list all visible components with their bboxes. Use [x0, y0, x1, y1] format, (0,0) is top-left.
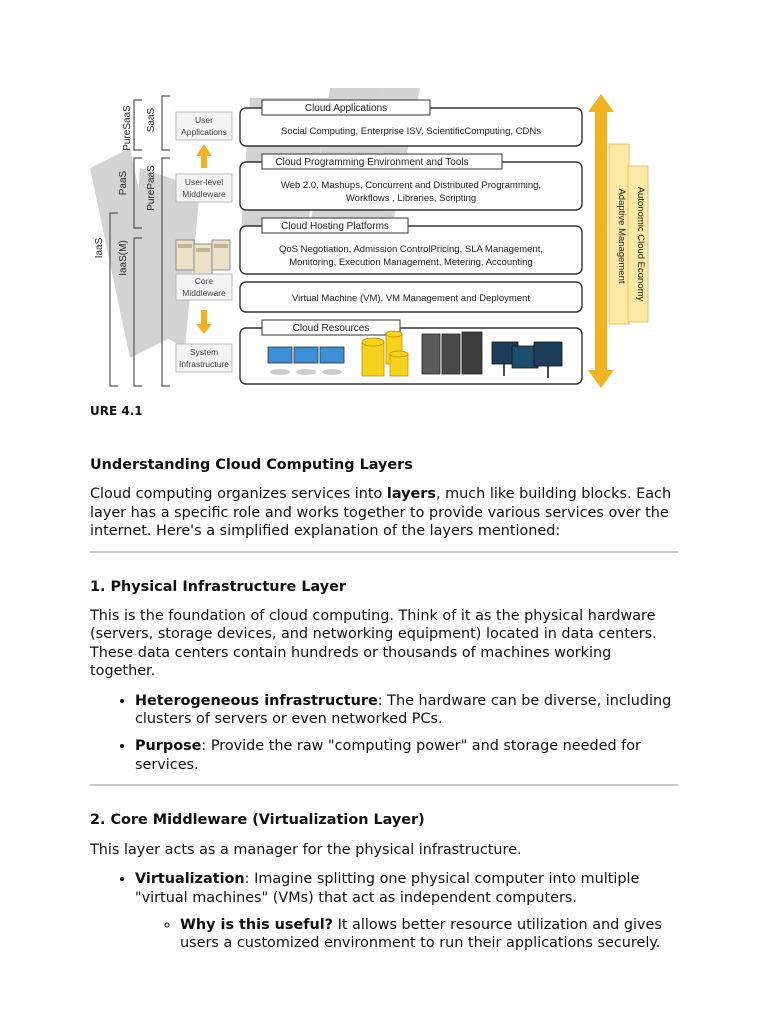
- middle-user-level-middleware: [176, 174, 232, 202]
- monitors-icon: [268, 347, 344, 375]
- label-paas: PaaS: [118, 170, 129, 196]
- svg-text:User-level: User-level: [184, 177, 224, 187]
- svg-text:Middleware: Middleware: [182, 288, 226, 298]
- sub-list-item: ◦ Why is this useful? It allows better resource utilization and gives users a customized environment to run their applications securely.: [180, 916, 678, 953]
- box-cloud-hosting: [240, 218, 582, 274]
- label-adaptive-management: Adaptive Management: [616, 188, 627, 284]
- label-autonomic-cloud-economy: Autonomic Cloud Economy: [635, 186, 646, 302]
- section-heading-core-middleware: 2. Core Middleware (Virtualization Layer): [90, 812, 425, 829]
- sub-bullet-list: [135, 916, 678, 953]
- svg-text:Workflows , Libraries, Scripti: Workflows , Libraries, Scripting: [345, 193, 477, 204]
- label-pure-saas: PureSaaS: [122, 105, 133, 151]
- autonomic-cloud-economy-pillar: [628, 166, 648, 322]
- svg-text:System: System: [189, 347, 219, 357]
- svg-text:Monitoring, Execution Manageme: Monitoring, Execution Management, Metering, Accounting: [289, 257, 533, 268]
- box-virtual-machine: [240, 282, 582, 312]
- svg-text:Web 2.0, Mashups, Concurrent a: Web 2.0, Mashups, Concurrent and Distributed Programming,: [280, 180, 542, 191]
- svg-text:Cloud Resources: Cloud Resources: [292, 323, 370, 334]
- servers-icon: [176, 240, 230, 274]
- divider: [90, 784, 678, 786]
- svg-text:Cloud Applications: Cloud Applications: [304, 103, 388, 114]
- bullet-list-physical: [90, 692, 678, 775]
- middle-user-applications: [176, 112, 232, 140]
- box-cloud-resources: [240, 320, 582, 384]
- section-heading-physical: 1. Physical Infrastructure Layer: [90, 578, 346, 595]
- svg-text:QoS Negotiation, Admission Con: QoS Negotiation, Admission ControlPricing, SLA Management,: [278, 244, 544, 255]
- bullet-list-core-middleware: [90, 870, 678, 953]
- figure-caption: URE 4.1: [90, 404, 143, 418]
- svg-text:User: User: [195, 115, 213, 125]
- doc-title: Understanding Cloud Computing Layers: [90, 457, 413, 473]
- intro-paragraph: Cloud computing organizes services into layers, much like building blocks. Each layer has a specific role and works together to provide various services over the internet. Here's a simplified explanation of the layers mentioned:: [90, 486, 672, 540]
- label-iaas: IaaS: [94, 237, 105, 259]
- svg-text:Social Computing, Enterprise I: Social Computing, Enterprise ISV, ScientificComputing, CDNs: [281, 126, 541, 137]
- box-cloud-programming: [240, 154, 582, 210]
- list-item: • Heterogeneous infrastructure: The hardware can be diverse, including clusters of servers or even networked PCs.: [135, 692, 678, 729]
- svg-text:Cloud Hosting Platforms: Cloud Hosting Platforms: [281, 221, 389, 232]
- tower-servers-icon: [422, 332, 482, 374]
- label-iaas-m: IaaS(M): [118, 240, 129, 276]
- list-item: • Purpose: Provide the raw "computing power" and storage needed for services.: [135, 737, 678, 774]
- label-saas: SaaS: [146, 107, 157, 133]
- svg-text:Core: Core: [194, 276, 214, 286]
- section-paragraph-core-middleware: This layer acts as a manager for the physical infrastructure.: [90, 841, 522, 858]
- svg-text:Cloud Programming Environment: Cloud Programming Environment and Tools: [275, 157, 469, 168]
- svg-text:Virtual Machine (VM), VM Manag: Virtual Machine (VM), VM Management and Deployment: [292, 293, 530, 304]
- middle-core-middleware: [176, 274, 232, 300]
- svg-text:Infrastructure: Infrastructure: [178, 359, 230, 369]
- divider: [90, 551, 678, 553]
- section-paragraph-physical: This is the foundation of cloud computing. Think of it as the physical hardware (servers, storage devices, and networking equipment) located in data centers. These data centers contain hundreds or thousands of machines working together.: [90, 608, 657, 680]
- document-body: [90, 456, 678, 953]
- list-item: • Virtualization: Imagine splitting one physical computer into multiple "virtual machines" (VMs) that act as independent computers. ◦ Why is this useful? It allows better resource utilization and gives users a customized environment to run their applications securely.: [135, 870, 678, 953]
- cloud-layers-diagram: [90, 88, 658, 420]
- middle-system-infrastructure: [176, 344, 232, 372]
- svg-text:Applications: Applications: [181, 127, 227, 137]
- svg-text:Middleware: Middleware: [182, 189, 226, 199]
- label-pure-paas: PurePaaS: [146, 165, 157, 211]
